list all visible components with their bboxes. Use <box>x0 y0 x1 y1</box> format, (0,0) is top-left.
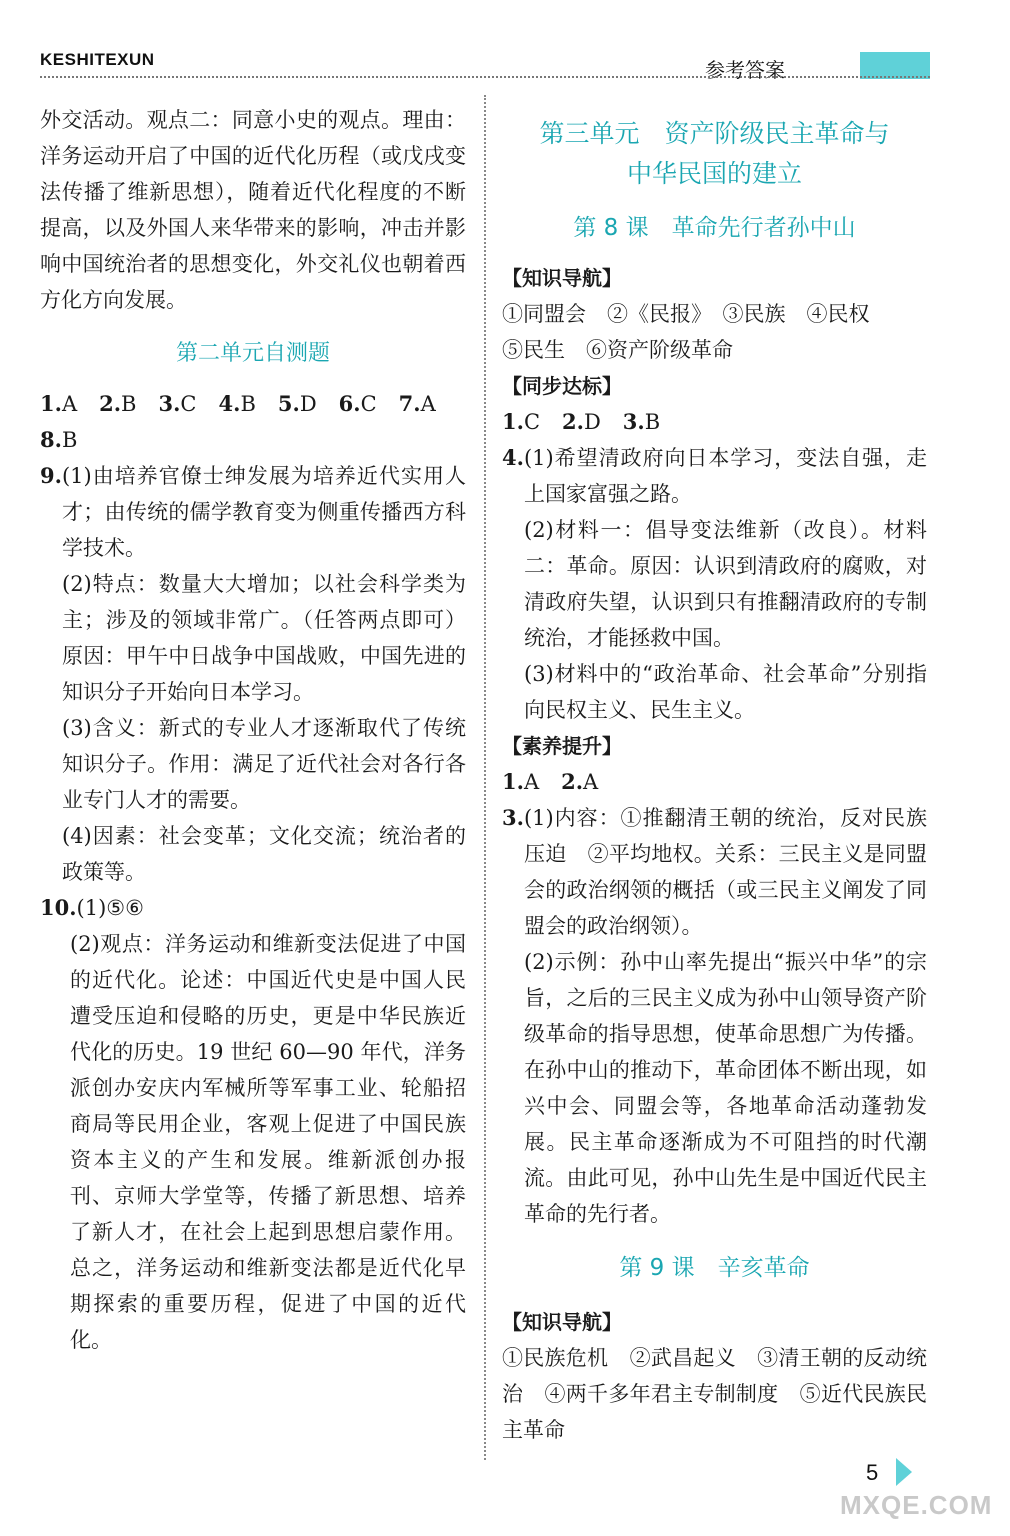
right-column <box>502 102 927 1448</box>
q4-part-1: (1)希望清政府向日本学习，变法自强，走上国家富强之路。 <box>523 446 927 506</box>
section-label: 【素养提升】 <box>502 734 622 758</box>
question-number: 10. <box>40 895 77 920</box>
mc-answer: 3.B <box>622 409 661 434</box>
question-10 <box>40 890 466 926</box>
header-color-tab <box>860 52 930 79</box>
mc-answer: 6.C <box>338 391 377 416</box>
knowledge-nav-line: ①同盟会 ②《民报》 ③民族 ④民权 <box>502 302 870 326</box>
continued-answer: 外交活动。观点二：同意小史的观点。理由：洋务运动开启了中国的近代化历程（或戊戌变法传播了维新思想），随着近代化程度的不断提高，以及外国人来华带来的影响，冲击并影响中国统治者的思想变化，外交礼仪也朝着西方化方向发展。 <box>40 108 466 312</box>
question-4 <box>502 440 927 512</box>
knowledge-nav-line: ⑤民生 ⑥资产阶级革命 <box>502 338 733 362</box>
left-column <box>40 102 466 1358</box>
q9-part-4: (4)因素：社会变革；文化交流；统治者的政策等。 <box>62 824 466 884</box>
q9-part-1: (1)由培养官僚士绅发展为培养近代实用人才；由传统的儒学教育变为侧重传播西方科学技术。 <box>61 464 466 560</box>
q10-part-1: (1)⑤⑥ <box>76 896 144 920</box>
header-title: 参考答案 <box>705 58 785 82</box>
watermark: MXQE.COM <box>840 1490 993 1520</box>
q3-part-1: (1)内容：①推翻清王朝的统治，反对民族压迫 ②平均地权。关系：三民主义是同盟会的政治纲领的概括（或三民主义阐发了同盟会的政治纲领）。 <box>523 806 927 938</box>
mc-answer: 3.C <box>158 391 197 416</box>
section-label: 【知识导航】 <box>502 1310 622 1334</box>
question-number: 4. <box>502 445 524 470</box>
mc-answer: 1.A <box>502 769 540 794</box>
lesson-9-title: 第 9 课 辛亥革命 <box>619 1255 810 1281</box>
literacy-answers <box>502 764 927 800</box>
unit-test-title: 第二单元自测题 <box>175 341 330 366</box>
q10-part-2: (2)观点：洋务运动和维新变法促进了中国的近代化。论述：中国近代史是中国人民遭受压迫和侵略的历史，更是中华民族近代化的历史。19 世纪 60—90 年代，洋务派创办安庆内军械所等军事工业、轮船招商局等民用企业，客观上促进了中国民族资本主义的产生和发展。维新派创办报刊、京师大学堂等，传播了新思想、培养了新人才，在社会上起到思想启蒙作用。总之，洋务运动和维新变法都是近代化早期探索的重要历程，促进了中国的近代化。 <box>70 932 466 1352</box>
page-marker-icon <box>896 1458 912 1486</box>
q3-part-2: (2)示例：孙中山率先提出“振兴中华”的宗旨，之后的三民主义成为孙中山领导资产阶级革命的指导思想，使革命思想广为传播。在孙中山的推动下，革命团体不断出现，如兴中会、同盟会等，各地革命活动蓬勃发展。民主革命逐渐成为不可阻挡的时代潮流。由此可见，孙中山先生是中国近代民主革命的先行者。 <box>524 950 927 1226</box>
lesson-8-title: 第 8 课 革命先行者孙中山 <box>573 215 856 241</box>
knowledge-nav-9: ①民族危机 ②武昌起义 ③清王朝的反动统治 ④两千多年君主专制制度 ⑤近代民族民主革命 <box>502 1346 927 1442</box>
question-number: 3. <box>502 805 524 830</box>
q4-part-2: (2)材料一：倡导变法维新（改良）。材料二：革命。原因：认识到清政府的腐败，对清政府失望，认识到只有推翻清政府的专制统治，才能拯救中国。 <box>524 518 927 650</box>
question-9 <box>40 458 466 566</box>
mc-answers <box>40 386 466 422</box>
unit-3-title: 第三单元 资产阶级民主革命与 中华民国的建立 <box>539 119 890 188</box>
page-number: 5 <box>866 1460 879 1485</box>
header-brand: KESHITEXUN <box>40 50 155 69</box>
mc-answer: 5.D <box>277 391 317 416</box>
section-label: 【知识导航】 <box>502 266 622 290</box>
header-divider <box>40 76 930 78</box>
column-divider <box>484 95 486 1460</box>
mc-answer: 1.A <box>40 391 78 416</box>
section-label: 【同步达标】 <box>502 374 622 398</box>
mc-answer: 2.A <box>561 769 599 794</box>
sync-answers <box>502 404 927 440</box>
q9-part-3: (3)含义：新式的专业人才逐渐取代了传统知识分子。作用：满足了近代社会对各行各业专门人才的需要。 <box>62 716 466 812</box>
q4-part-3: (3)材料中的“政治革命、社会革命”分别指向民权主义、民生主义。 <box>524 662 927 722</box>
q9-part-2: (2)特点：数量大大增加；以社会科学类为主；涉及的领域非常广。（任答两点即可）原因：甲午中日战争中国战败，中国先进的知识分子开始向日本学习。 <box>62 572 466 704</box>
mc-answer: 2.B <box>99 391 137 416</box>
mc-answer: 2.D <box>562 409 601 434</box>
mc-answer: 7.A <box>398 391 436 416</box>
mc-answer-8: 8.B <box>40 427 78 452</box>
mc-answer: 4.B <box>218 391 256 416</box>
mc-answer: 1.C <box>502 409 541 434</box>
question-number: 9. <box>40 463 62 488</box>
question-3 <box>502 800 927 944</box>
